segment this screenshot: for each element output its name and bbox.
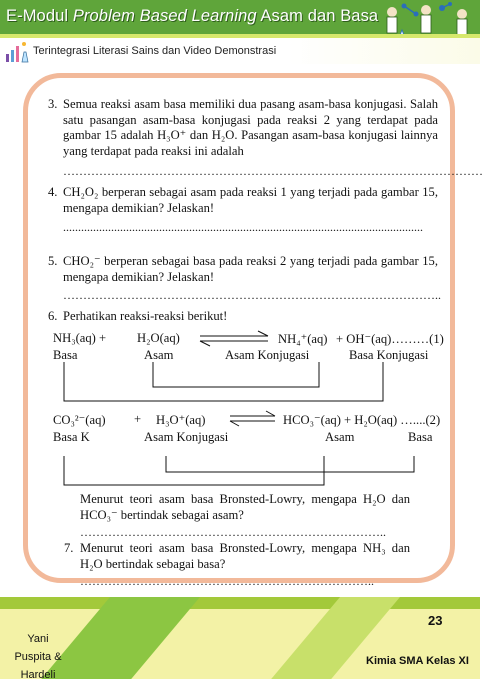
module-subtitle: Terintegrasi Literasi Sains dan Video Demonstrasi xyxy=(33,45,277,57)
reaction-1-label-basa: Basa xyxy=(53,348,78,362)
reaction-2-label-asam-konjugasi: Asam Konjugasi xyxy=(144,430,229,444)
question-text: CHO₂⁻ berperan sebagai basa pada reaksi 2 yang terjadi pada gambar 15, mengapa demikian? Jelaskan! xyxy=(63,254,438,284)
reaction-1-product-1: NH₄⁺(aq) xyxy=(278,332,328,346)
reaction-2-reactant-2: H₃O⁺(aq) xyxy=(156,413,206,427)
lab-chart-logo-icon xyxy=(4,40,32,64)
reaction-2-reactant-1: CO₃²⁻(aq) xyxy=(53,413,106,427)
reaction-2-products: HCO₃⁻(aq) + H₂O(aq) …....(2) xyxy=(283,413,441,427)
question-text: Menurut teori asam basa Bronsted-Lowry, mengapa H₂O dan HCO₃⁻ bertindak sebagai asam? xyxy=(80,492,410,522)
reaction-1-reactant-2: H₂O(aq) xyxy=(137,331,180,345)
author-line-1: Yani Puspita & xyxy=(14,633,62,663)
question-text: Semua reaksi asam basa memiliki dua pasang asam-basa konjugasi. Salah satu pasangan asam-basa konjugasi pada reaksi 2 yang terdapat pada gambar 15 adalah H₃O⁺ dan H₂O. Pasangan asam-basa konjugasi lainnya yang terdapat pada reaksi ini adalah xyxy=(63,97,438,158)
question-3 xyxy=(48,97,443,167)
module-title: E-Modul Problem Based Learning Asam dan Basa xyxy=(6,7,379,25)
footer-green-band xyxy=(0,597,480,609)
question-7 xyxy=(64,541,424,575)
question-number: 6. xyxy=(48,309,58,323)
question-5 xyxy=(48,254,443,288)
course-label: Kimia SMA Kelas XI xyxy=(366,655,469,667)
answer-line-7[interactable]: ……………………………………………………………….. xyxy=(80,574,374,588)
reaction-2-label-basa: Basa xyxy=(408,430,433,444)
question-6 xyxy=(48,309,443,325)
answer-line-4[interactable]: ........................................................................................................................ xyxy=(63,220,423,234)
reaction-2-label-asam: Asam xyxy=(325,430,355,444)
answer-line-6[interactable]: ………………………………………………………………….. xyxy=(80,525,386,539)
answer-line-5[interactable]: ………………………………………………………………………………….. xyxy=(63,288,441,302)
reaction-1-reactant-1: NH₃(aq) + xyxy=(53,331,107,345)
question-text: Menurut teori asam basa Bronsted-Lowry, mengapa NH₃ dan H₂O bertindak sebagai basa? xyxy=(80,541,410,571)
reaction-2-label-basa-k: Basa K xyxy=(53,430,90,444)
reaction-2-plus: + xyxy=(134,412,142,426)
question-6-followup xyxy=(64,492,424,526)
question-number: 7. xyxy=(64,541,74,555)
reaction-1-label-asam-konjugasi: Asam Konjugasi xyxy=(225,348,310,362)
question-number: 3. xyxy=(48,97,58,111)
page-number: 23 xyxy=(428,613,443,628)
author-credit xyxy=(8,630,68,684)
question-number: 4. xyxy=(48,185,58,199)
question-4 xyxy=(48,185,443,219)
reaction-1-product-2: + OH⁻(aq)………(1) xyxy=(336,332,444,346)
question-text: Perhatikan reaksi-reaksi berikut! xyxy=(63,309,228,323)
question-number: 5. xyxy=(48,254,58,268)
author-line-2: Hardeli xyxy=(20,669,56,681)
reaction-1-label-asam: Asam xyxy=(144,348,174,362)
answer-line-3[interactable]: …………………………………………………………………………………………… xyxy=(63,164,483,178)
question-text: CH₂O₂ berperan sebagai asam pada reaksi 1 yang terjadi pada gambar 15, mengapa demikian? Jelaskan! xyxy=(63,185,438,215)
reaction-1-label-basa-konjugasi: Basa Konjugasi xyxy=(349,348,429,362)
